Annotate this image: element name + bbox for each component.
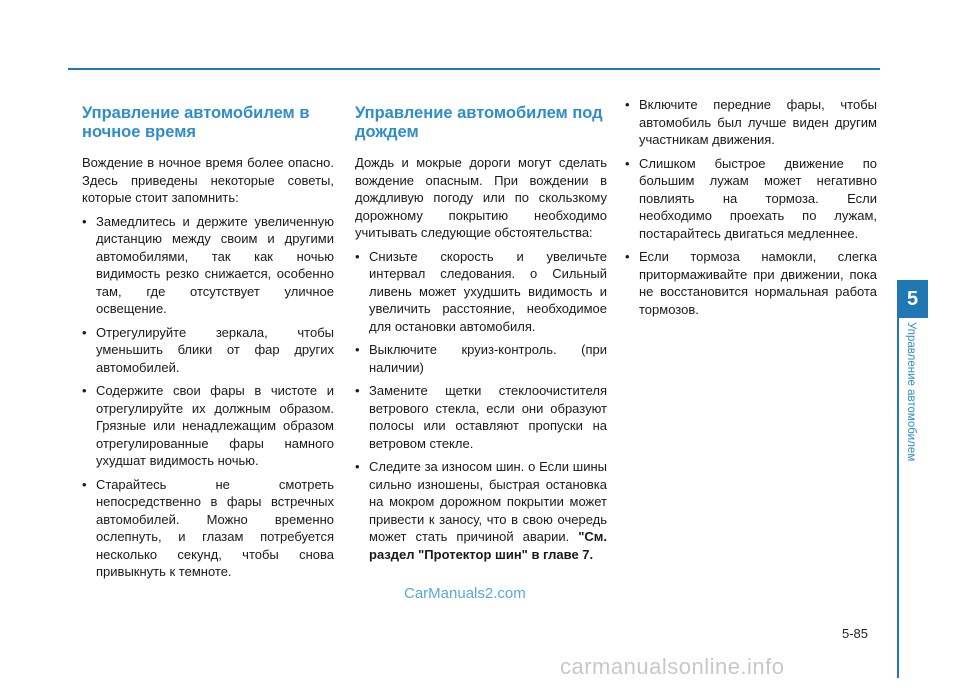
- rain-driving-intro: Дождь и мокрые дороги могут сделать вождение опасным. При вождении в дождливую погоду или по скользкому дорожному покрытию необходимо учитывать следующие обстоятельства:: [355, 155, 607, 240]
- rain-driving-list: [355, 248, 607, 564]
- list-item: • Замедлитесь и держите увеличенную дистанцию между своим и другими автомобилями, так как ночью видимость резко снижается, особенно там, где отсутствует уличное освещение.: [82, 213, 334, 316]
- top-rule: [68, 68, 880, 70]
- chapter-title: Управление автомобилем: [905, 322, 917, 462]
- night-driving-intro: Вождение в ночное время более опасно. Здесь приведены некоторые советы, которые стоит запомнить:: [82, 155, 334, 205]
- list-item: • Следите за износом шин. о Если шины сильно изношены, быстрая остановка на мокром дорожном покрытии может привести к заносу, что в свою очередь может стать причиной аварии. "См. раздел "Протектор шин" в главе 7.: [355, 459, 607, 562]
- rain-driving-section: [355, 104, 607, 569]
- night-driving-heading: Управление автомобилем в ночное время: [82, 104, 310, 141]
- list-item: • Если тормоза намокли, слегка притормаживайте при движении, пока не восстановится нормальная работа тормозов.: [625, 249, 877, 317]
- rain-driving-heading: Управление автомобилем под дождем: [355, 104, 603, 141]
- list-item: • Отрегулируйте зеркала, чтобы уменьшить блики от фар других автомобилей.: [82, 324, 334, 375]
- list-item: • Выключите круиз-контроль. (при наличии): [355, 342, 607, 375]
- chapter-side-line: [897, 318, 899, 678]
- list-item: • Содержите свои фары в чистоте и отрегулируйте их должным образом. Грязные или ненадлежащим образом отрегулированные фары намного ухудшат видимость ночью.: [82, 383, 334, 468]
- rain-driving-continued: [625, 96, 877, 324]
- list-item: • Старайтесь не смотреть непосредственно в фары встречных автомобилей. Можно временно ослепнуть, и глазам потребуется несколько секунд, чтобы снова привыкнуть к темноте.: [82, 476, 334, 579]
- night-driving-list: [82, 213, 334, 581]
- list-item: • Снизьте скорость и увеличьте интервал следования. о Сильный ливень может ухудшить видимость и увеличить расстояние, необходимое для остановки автомобиля.: [355, 248, 607, 334]
- list-item: • Слишком быстрое движение по большим лужам может негативно повлиять на тормоза. Если необходимо проехать по лужам, постарайтесь двигаться медленнее.: [625, 155, 877, 241]
- list-item: • Включите передние фары, чтобы автомобиль был лучше виден другим участникам движения.: [625, 97, 877, 147]
- watermark-bottom: carmanualsonline.info: [560, 654, 785, 679]
- tire-tread-reference: "См. раздел "Протектор шин" в главе 7.: [369, 529, 607, 562]
- night-driving-section: [82, 104, 334, 587]
- chapter-tab: 5: [897, 280, 928, 318]
- rain-driving-list-continued: [625, 96, 877, 318]
- list-item: • Замените щетки стеклоочистителя ветрового стекла, если они образуют полосы или оставляют пропуски на ветровом стекле.: [355, 383, 607, 451]
- page-number: 5-85: [842, 626, 869, 641]
- watermark-mid: CarManuals2.com: [404, 585, 526, 602]
